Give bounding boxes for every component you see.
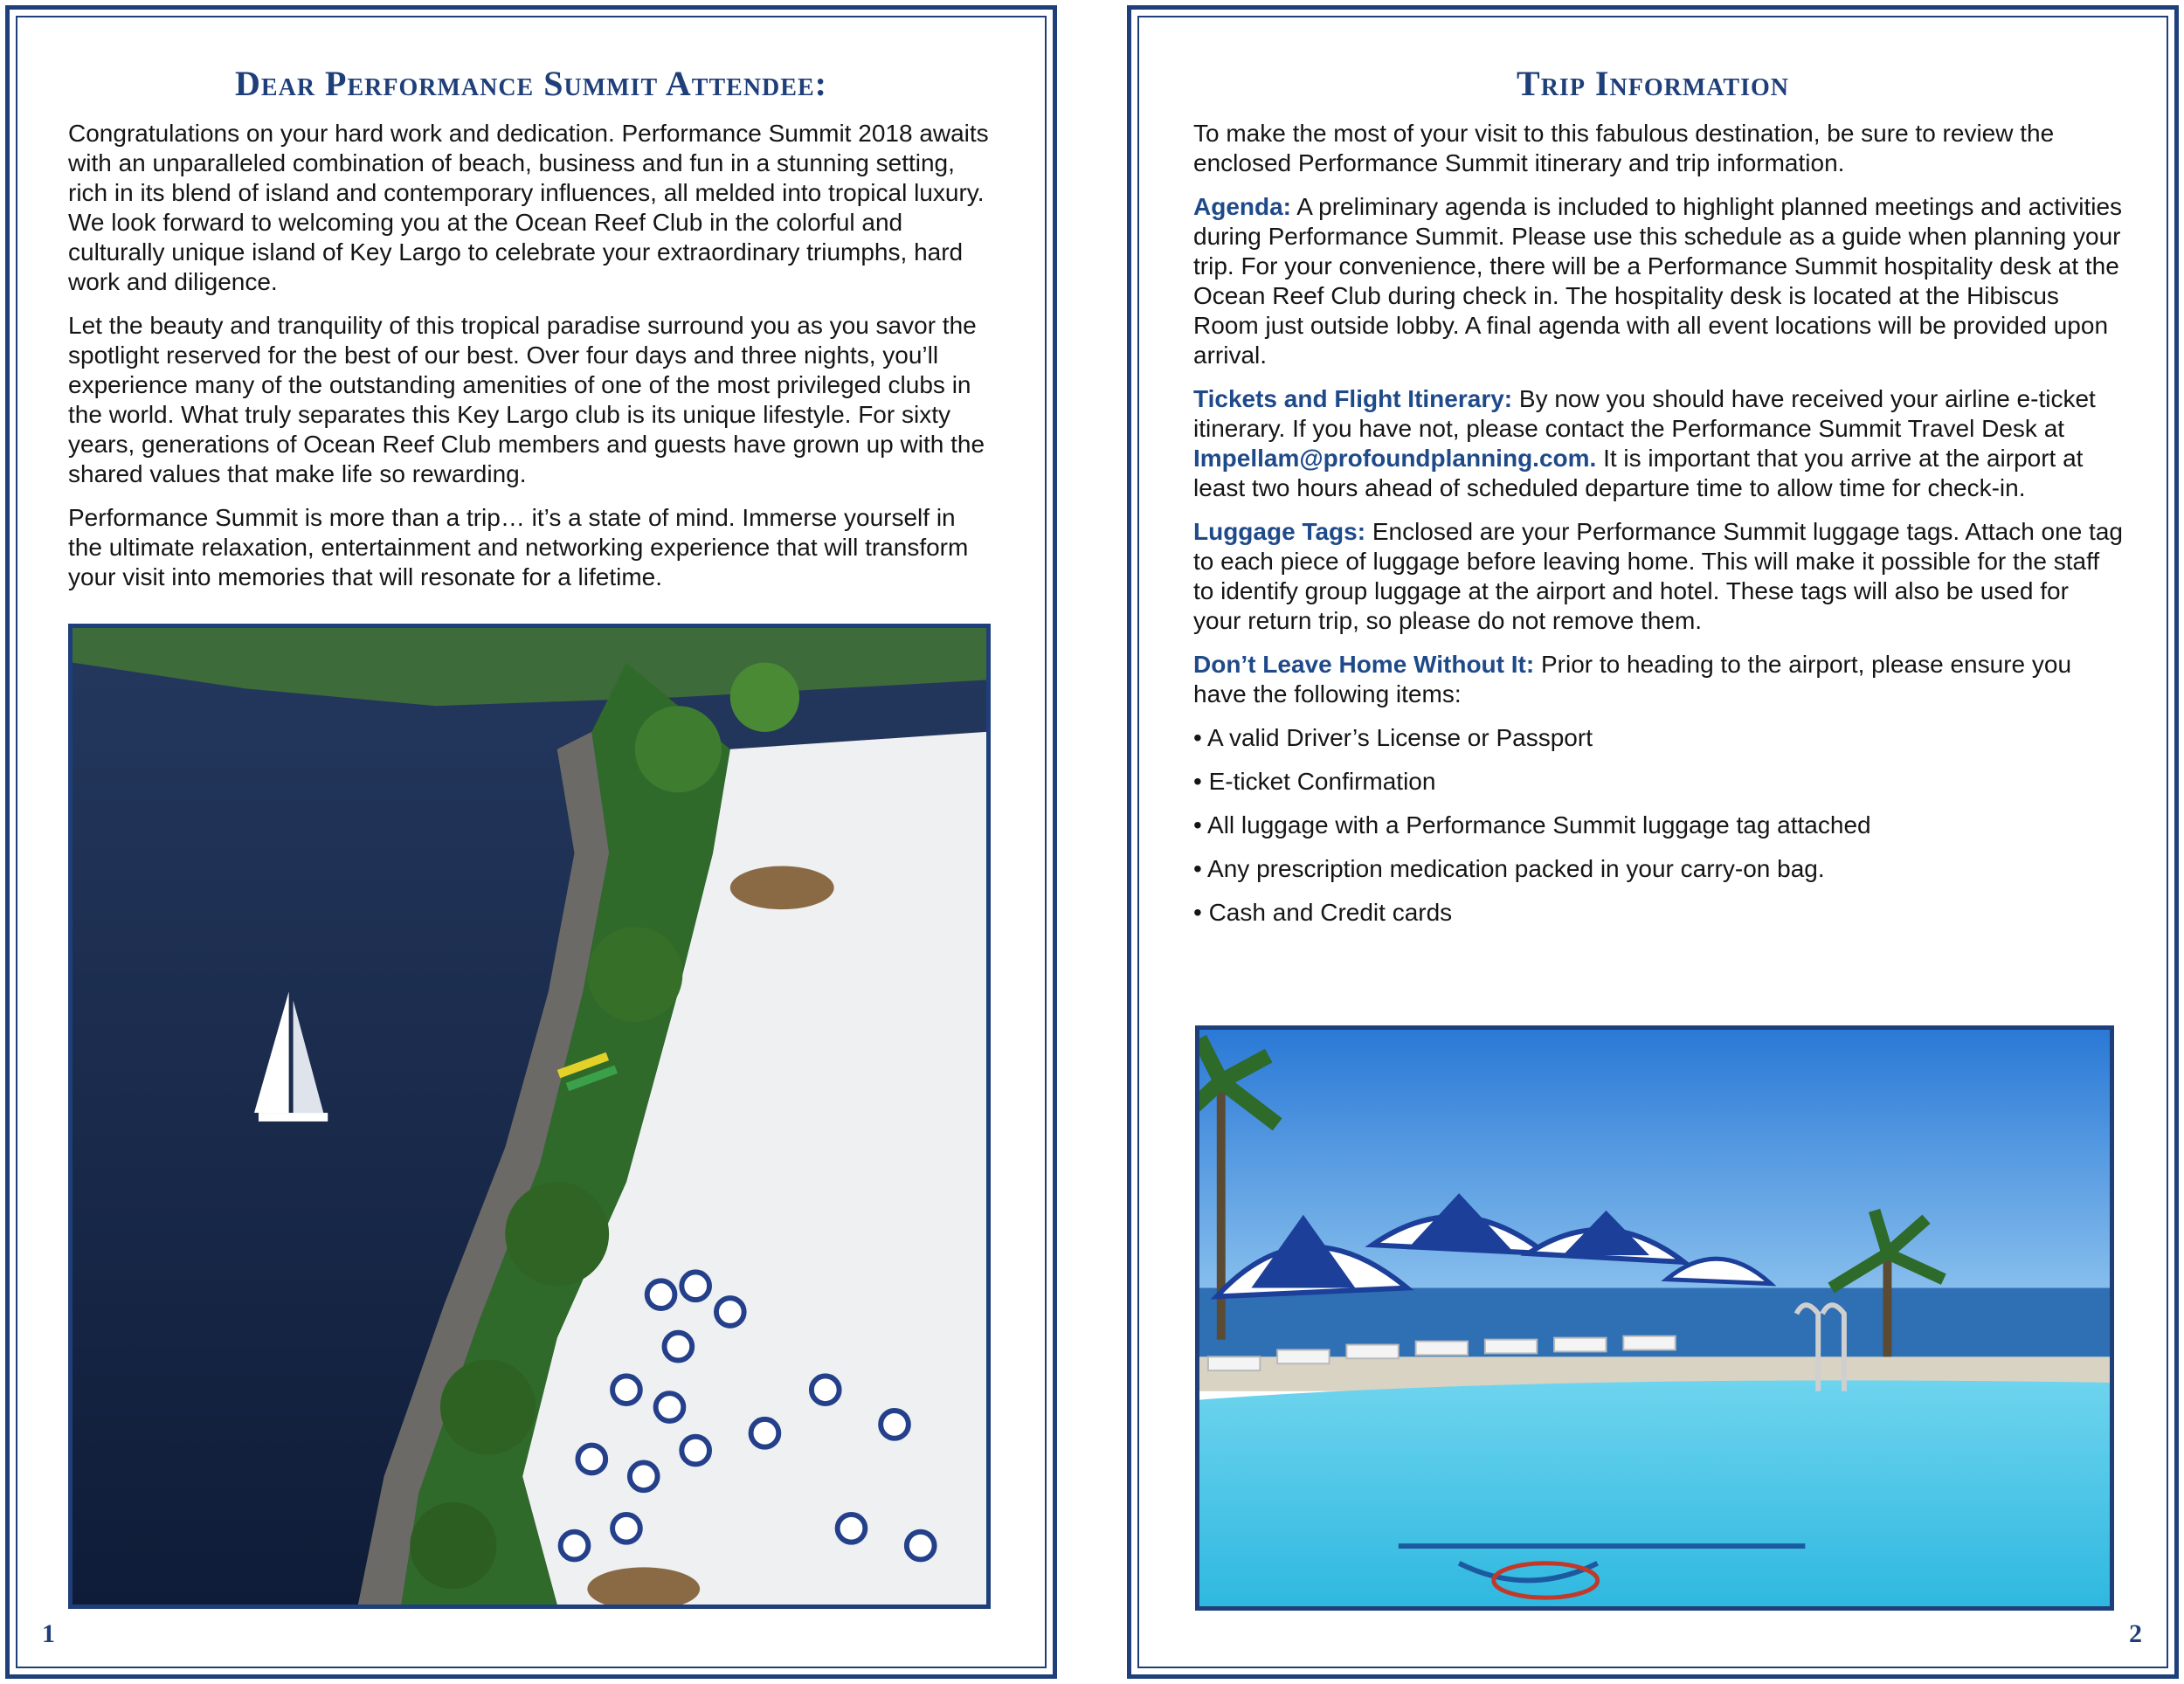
- checklist: [1193, 723, 2123, 928]
- tickets-text: By now you should have received your airline e-ticket itinerary. If you have not, please contact the Performance Summit Travel Desk at: [1193, 385, 2096, 442]
- right-page: [1122, 0, 2184, 1684]
- page-title: Trip Information: [1517, 64, 1789, 103]
- list-item: • E-ticket Confirmation: [1193, 768, 1436, 795]
- agenda-section: [1193, 192, 2123, 370]
- letter-paragraph-2: Let the beauty and tranquility of this tropical paradise surround you as you savor the spotlight reserved for the best of our best. Over four days and three nights, you’ll experience many of the outstanding amenities of one of the most privileged clubs in the world. What truly separates this Key Largo club is its unique lifestyle. For sixty years, generations of Ocean Reef Club members and guests have grown up with the shared values that make life so rewarding.: [68, 312, 985, 487]
- page-title: Dear Performance Summit Attendee:: [235, 64, 827, 103]
- travel-desk-email-link[interactable]: Impellam@profoundplanning.com.: [1193, 445, 1597, 472]
- tickets-section: [1193, 384, 2123, 503]
- list-item: • Cash and Credit cards: [1193, 899, 1453, 926]
- letter-body: [68, 119, 994, 606]
- list-item: • Any prescription medication packed in your carry-on bag.: [1193, 855, 1825, 882]
- luggage-section: [1193, 517, 2123, 636]
- tickets-label: Tickets and Flight Itinerary:: [1193, 385, 1513, 412]
- dont-leave-label: Don’t Leave Home Without It:: [1193, 651, 1535, 678]
- intro-paragraph: To make the most of your visit to this fabulous destination, be sure to review the enclosed Performance Summit itinerary and trip information.: [1193, 120, 2055, 176]
- list-item: • A valid Driver’s License or Passport: [1193, 724, 1593, 751]
- letter-paragraph-1: Congratulations on your hard work and dedication. Performance Summit 2018 awaits with an unparalleled combination of beach, business and fun in a stunning setting, rich in its blend of island and contemporary influences, all melded into tropical luxury. We look forward to welcoming you at the Ocean Reef Club in the colorful and culturally unique island of Key Largo to celebrate your extraordinary triumphs, hard work and diligence.: [68, 120, 989, 295]
- beach-aerial-photo: [68, 624, 991, 1609]
- luggage-label: Luggage Tags:: [1193, 518, 1366, 545]
- beach-aerial-illustration: [73, 628, 986, 1605]
- page-number: 1: [42, 1619, 55, 1648]
- page-number: 2: [2129, 1619, 2142, 1648]
- pool-illustration: [1199, 1030, 2110, 1606]
- dont-leave-section: [1193, 650, 2123, 709]
- left-page: [0, 0, 1062, 1684]
- letter-paragraph-3: Performance Summit is more than a trip… it’s a state of mind. Immerse yourself in the ultimate relaxation, entertainment and networking experience that will transform your visit into memories that will resonate for a lifetime.: [68, 504, 969, 590]
- pool-photo: [1195, 1025, 2114, 1611]
- agenda-text: A preliminary agenda is included to highlight planned meetings and activities during Performance Summit. Please use this schedule as a guide when planning your trip. For your convenience, there will be a Performance Summit hospitality desk at the Ocean Reef Club during check in. The hospitality desk is located at the Hibiscus Room just outside lobby. A final agenda with all event locations will be provided upon arrival.: [1193, 193, 2123, 369]
- agenda-label: Agenda:: [1193, 193, 1291, 220]
- luggage-text: Enclosed are your Performance Summit luggage tags. Attach one tag to each piece of luggage before leaving home. This will make it possible for the staff to identify group luggage at the airport and hotel. These tags will also be used for your return trip, so please do not remove them.: [1193, 518, 2123, 634]
- trip-info-body: [1193, 119, 2123, 942]
- list-item: • All luggage with a Performance Summit luggage tag attached: [1193, 811, 1871, 839]
- tickets-text-after: It is important that you arrive at the airport at least two hours ahead of scheduled departure time to allow time for check-in.: [1193, 445, 2084, 501]
- dont-leave-text: Prior to heading to the airport, please ensure you have the following items:: [1193, 651, 2072, 707]
